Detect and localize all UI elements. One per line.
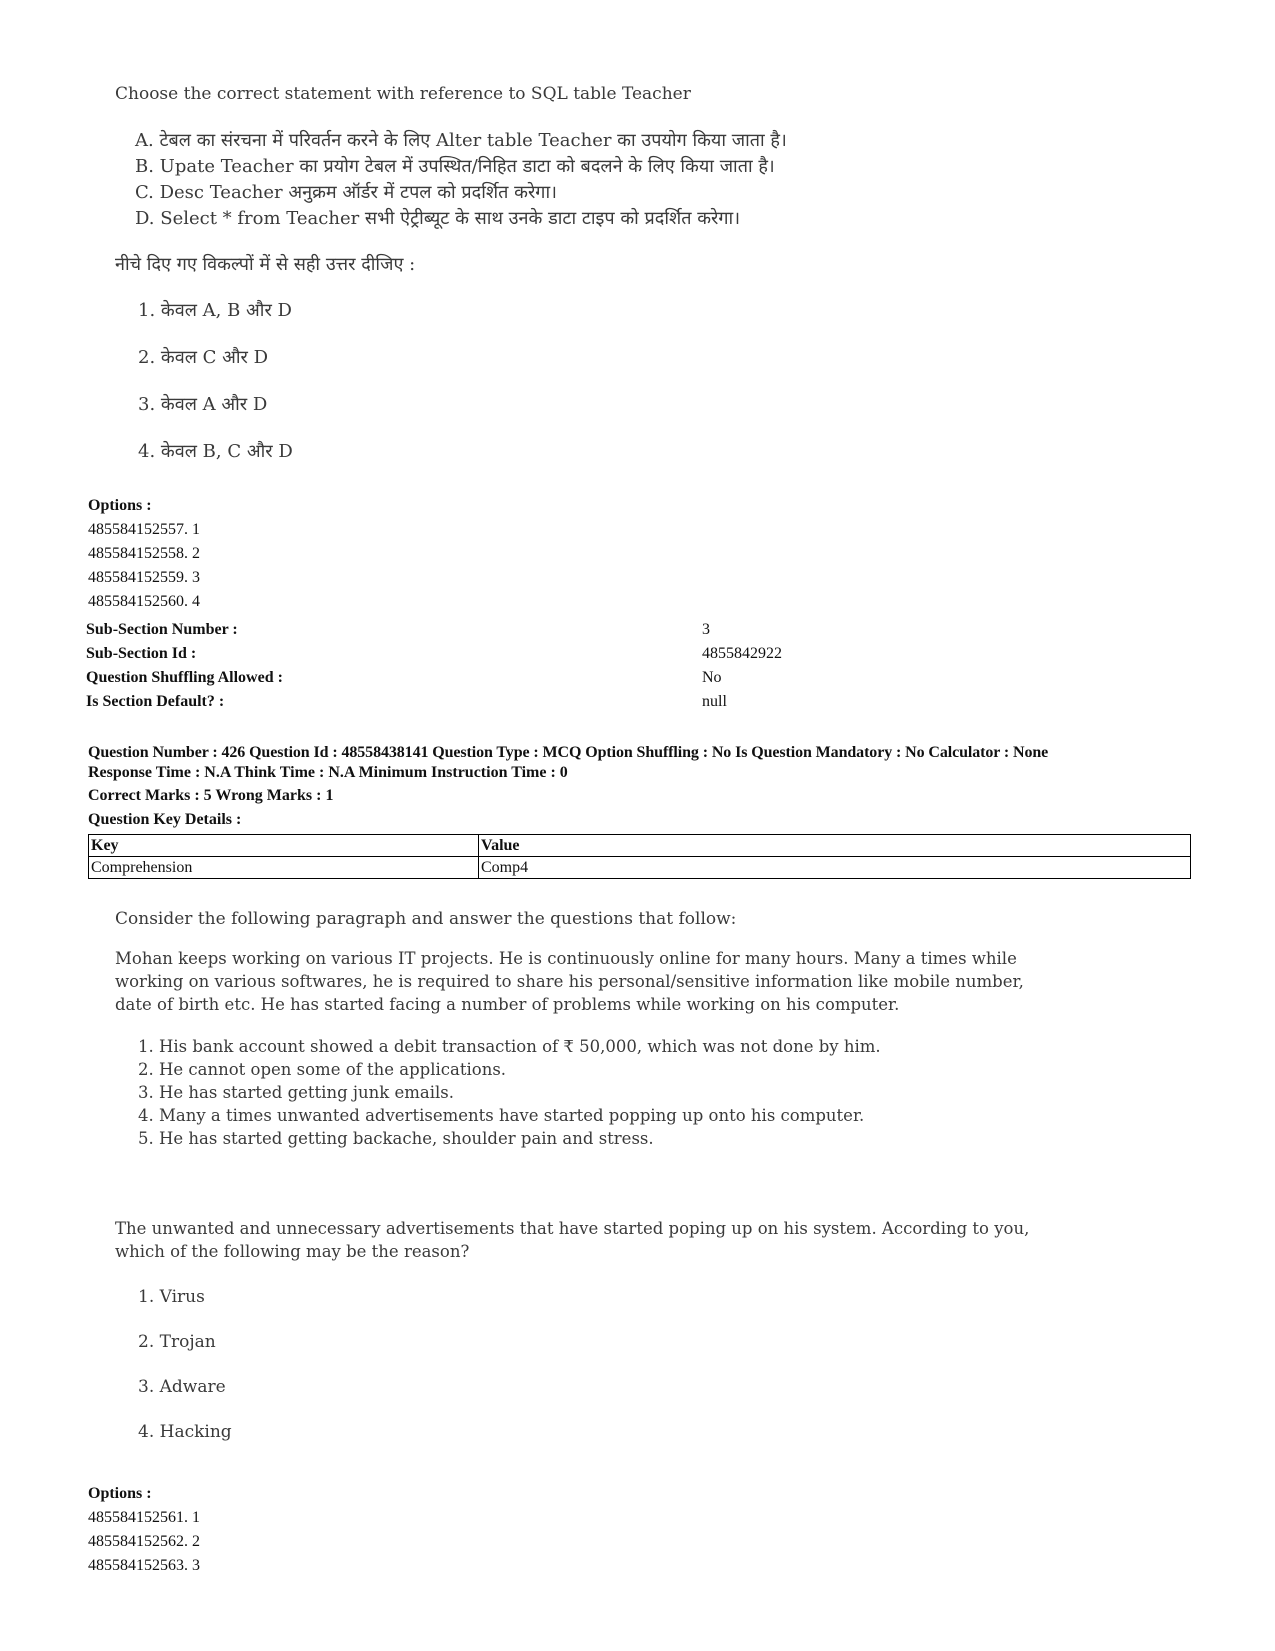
subsection-id-label: Sub-Section Id : [86,645,197,662]
q1-choice-3: 3. केवल A और D [138,394,268,415]
q2-problem-4: 4. Many a times unwanted advertisements have started popping up onto his computer. [138,1106,865,1125]
question-shuffling-value: No [702,669,722,686]
section-default-value: null [702,693,727,710]
q2-problem-5: 5. He has started getting backache, shoulder pain and stress. [138,1129,654,1148]
q2-option-3: 485584152563. 3 [88,1557,200,1574]
statement-c: C. Desc Teacher अनुक्रम ऑर्डर में टपल को प्रदर्शित करेगा। [135,182,557,203]
q1-option-2: 485584152558. 2 [88,545,200,562]
q2-problem-3: 3. He has started getting junk emails. [138,1083,455,1102]
q2-option-1: 485584152561. 1 [88,1509,200,1526]
table-header-key: Key [89,835,479,857]
table-header-row [89,835,1191,857]
statement-b: B. Upate Teacher का प्रयोग टेबल में उपस्थित/निहित डाटा को बदलने के लिए किया जाता है। [135,156,775,177]
q1-option-3: 485584152559. 3 [88,569,200,586]
q2-question-line-2: which of the following may be the reason? [115,1242,470,1261]
question-1-stem: Choose the correct statement with reference to SQL table Teacher [115,84,691,104]
section-default-label: Is Section Default? : [86,693,225,710]
subsection-id-value: 4855842922 [702,645,782,662]
q2-paragraph-line-3: date of birth etc. He has started facing a number of problems while working on his computer. [115,995,900,1014]
question-key-table [88,834,1191,879]
q2-choice-2: 2. Trojan [138,1332,216,1352]
table-cell-value: Comp4 [479,857,1191,879]
statement-d: D. Select * from Teacher सभी ऐट्रीब्यूट के साथ उनके डाटा टाइप को प्रदर्शित करेगा। [135,208,741,229]
q1-choice-1: 1. केवल A, B और D [138,300,292,321]
q2-meta-line-1: Question Number : 426 Question Id : 48558438141 Question Type : MCQ Option Shuffling : No Is Question Mandatory : No Calculator : None [88,744,1049,761]
q1-option-1: 485584152557. 1 [88,521,200,538]
q2-meta-line-2: Response Time : N.A Think Time : N.A Minimum Instruction Time : 0 [88,764,568,781]
question-1-instruction: नीचे दिए गए विकल्पों में से सही उत्तर दीजिए : [115,254,416,275]
q1-option-4: 485584152560. 4 [88,593,200,610]
subsection-number-label: Sub-Section Number : [86,621,238,638]
q1-choice-2: 2. केवल C और D [138,347,269,368]
q2-paragraph-line-2: working on various softwares, he is required to share his personal/sensitive information like mobile number, [115,972,1024,991]
table-header-value: Value [479,835,1191,857]
question-shuffling-label: Question Shuffling Allowed : [86,669,283,686]
q1-choice-4: 4. केवल B, C और D [138,441,293,462]
q1-options-label: Options : [88,497,152,514]
q2-marks: Correct Marks : 5 Wrong Marks : 1 [88,787,334,804]
q2-problem-1: 1. His bank account showed a debit transaction of ₹ 50,000, which was not done by him. [138,1037,881,1056]
q2-option-2: 485584152562. 2 [88,1533,200,1550]
q2-options-label: Options : [88,1485,152,1502]
subsection-number-value: 3 [702,621,710,638]
q2-intro: Consider the following paragraph and answer the questions that follow: [115,909,737,929]
table-cell-key: Comprehension [89,857,479,879]
statement-a: A. टेबल का संरचना में परिवर्तन करने के लिए Alter table Teacher का उपयोग किया जाता है। [135,130,787,151]
table-row [89,857,1191,879]
q2-problem-2: 2. He cannot open some of the applications. [138,1060,507,1079]
q2-paragraph-line-1: Mohan keeps working on various IT projects. He is continuously online for many hours. Many a times while [115,949,1017,968]
q2-question-line-1: The unwanted and unnecessary advertisements that have started poping up on his system. According to you, [115,1219,1030,1238]
q2-choice-1: 1. Virus [138,1287,205,1307]
q2-choice-3: 3. Adware [138,1377,226,1397]
q2-choice-4: 4. Hacking [138,1422,232,1442]
q2-key-details-label: Question Key Details : [88,811,242,828]
